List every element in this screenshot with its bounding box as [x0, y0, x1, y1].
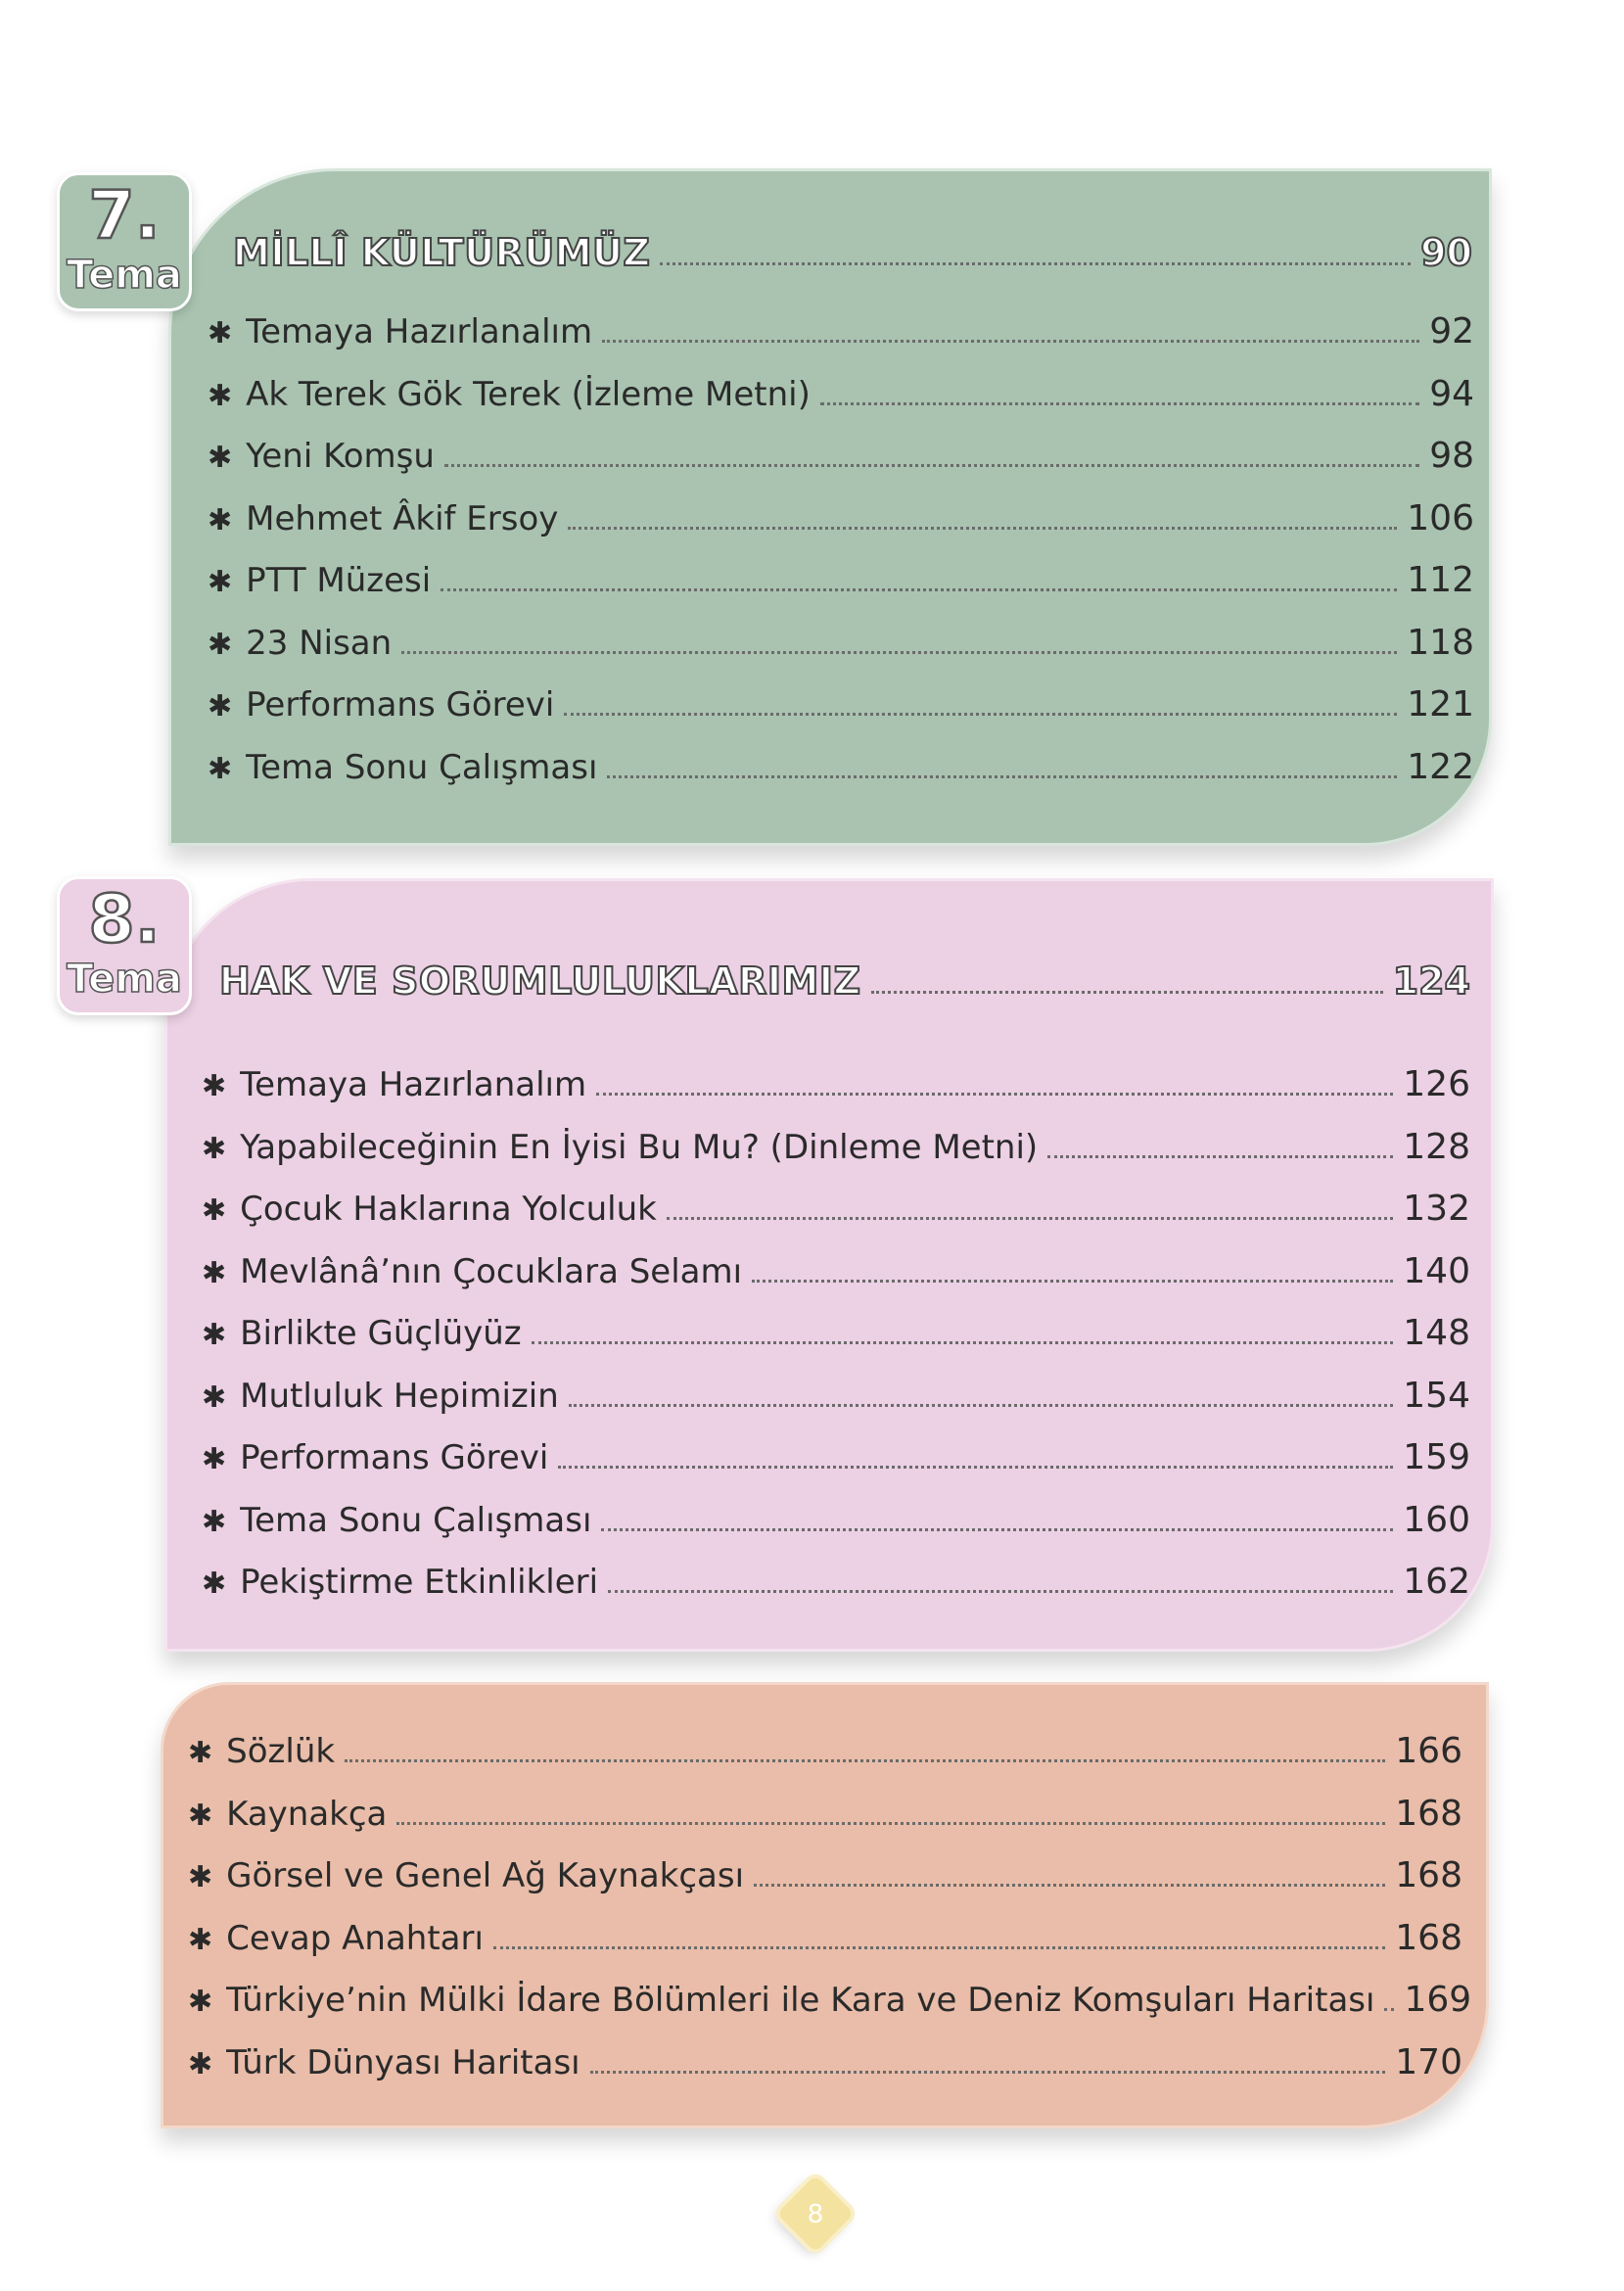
leader-dots [569, 1404, 1394, 1407]
theme-title: HAK VE SORUMLULUKLARIMIZ [219, 959, 861, 1003]
toc-entry[interactable] [208, 560, 1474, 600]
leader-dots [660, 262, 1411, 265]
toc-entry-page: 170 [1395, 2041, 1462, 2082]
leader-dots [596, 1093, 1393, 1096]
leader-dots [1047, 1155, 1393, 1158]
toc-entry-page: 169 [1404, 1980, 1472, 2020]
toc-entry-page: 128 [1403, 1126, 1470, 1167]
toc-entry-page: 106 [1407, 497, 1474, 538]
toc-entry-page: 159 [1403, 1437, 1470, 1477]
leader-dots [396, 1822, 1385, 1825]
theme-8-title-row[interactable] [219, 959, 1470, 1003]
toc-entry-page: 168 [1395, 1793, 1462, 1834]
leader-dots [667, 1217, 1393, 1220]
toc-entry[interactable] [202, 1562, 1470, 1602]
toc-entry[interactable] [188, 2042, 1462, 2082]
toc-entry-page: 160 [1403, 1499, 1470, 1540]
toc-entry-title: Performans Görevi [240, 1438, 549, 1477]
bullet-icon: ✱ [208, 378, 233, 413]
bullet-icon: ✱ [202, 1193, 227, 1228]
toc-entry[interactable] [208, 747, 1474, 787]
toc-entry-title: Temaya Hazırlanalım [240, 1065, 587, 1104]
leader-dots [820, 402, 1419, 405]
theme-8-badge [57, 876, 192, 1015]
bullet-icon: ✱ [208, 565, 233, 599]
toc-entry-page: 92 [1429, 311, 1474, 351]
leader-dots [752, 1280, 1393, 1283]
toc-entry-title: 23 Nisan [246, 623, 393, 663]
toc-entry-page: 98 [1429, 436, 1474, 476]
toc-entry-page: 121 [1407, 684, 1474, 725]
toc-entry-title: Birlikte Güçlüyüz [240, 1314, 522, 1353]
leader-dots [441, 588, 1397, 591]
theme-title: MİLLÎ KÜLTÜRÜMÜZ [233, 231, 651, 274]
leader-dots [590, 2071, 1386, 2074]
toc-entry-page: 112 [1407, 560, 1474, 600]
toc-entry-title: Yeni Komşu [246, 437, 435, 476]
toc-entry-title: PTT Müzesi [246, 561, 432, 600]
toc-entry[interactable] [202, 1437, 1470, 1477]
toc-entry-title: Mutluluk Hepimizin [240, 1376, 559, 1416]
toc-entry-page: 162 [1403, 1562, 1470, 1602]
bullet-icon: ✱ [202, 1131, 227, 1166]
toc-entry[interactable] [208, 436, 1474, 476]
toc-entry-title: Tema Sonu Çalışması [240, 1500, 592, 1540]
leader-dots [493, 1946, 1385, 1949]
theme-title-page: 124 [1392, 959, 1470, 1003]
toc-entry-title: Temaya Hazırlanalım [246, 312, 593, 351]
bullet-icon: ✱ [202, 1566, 227, 1601]
bullet-icon: ✱ [208, 502, 233, 538]
leader-dots [1384, 2008, 1394, 2011]
toc-entry-title: Ak Terek Gök Terek (İzleme Metni) [246, 374, 811, 414]
toc-entry[interactable] [208, 498, 1474, 538]
theme-number: 7. [88, 177, 161, 255]
bullet-icon: ✱ [188, 1736, 213, 1770]
bullet-icon: ✱ [208, 751, 233, 786]
toc-entry-page: 122 [1407, 746, 1474, 787]
toc-entry[interactable] [202, 1376, 1470, 1416]
theme-label: Tema [67, 253, 182, 298]
toc-entry[interactable] [202, 1500, 1470, 1540]
toc-entry[interactable] [188, 1794, 1462, 1834]
toc-entry-page: 132 [1403, 1189, 1470, 1229]
leader-dots [564, 713, 1397, 716]
toc-entry-title: Tema Sonu Çalışması [246, 747, 598, 787]
bullet-icon: ✱ [188, 1798, 213, 1833]
toc-entry-title: Mevlânâ’nın Çocuklara Selamı [240, 1251, 743, 1291]
toc-entry-page: 118 [1407, 622, 1474, 663]
toc-entry-page: 168 [1395, 1917, 1462, 1958]
toc-entry[interactable] [188, 1855, 1462, 1895]
toc-entry[interactable] [208, 684, 1474, 725]
leader-dots [444, 464, 1419, 467]
leader-dots [601, 1528, 1393, 1531]
theme-7-title-row[interactable] [233, 231, 1472, 274]
leader-dots [607, 775, 1397, 778]
bullet-icon: ✱ [188, 1922, 213, 1957]
theme-7-badge [57, 172, 192, 311]
toc-entry-title: Çocuk Haklarına Yolculuk [240, 1190, 657, 1229]
toc-entry-page: 148 [1403, 1313, 1470, 1353]
toc-entry[interactable] [202, 1313, 1470, 1353]
bullet-icon: ✱ [208, 689, 233, 724]
toc-entry[interactable] [208, 374, 1474, 414]
toc-entry[interactable] [188, 1918, 1462, 1958]
toc-entry-title: Türkiye’nin Mülki İdare Bölümleri ile Kara ve Deniz Komşuları Haritası [226, 1981, 1375, 2020]
toc-entry-page: 126 [1403, 1064, 1470, 1104]
theme-title-page: 90 [1420, 231, 1472, 274]
bullet-icon: ✱ [202, 1318, 227, 1352]
bullet-icon: ✱ [202, 1442, 227, 1476]
toc-entry[interactable] [202, 1064, 1470, 1104]
bullet-icon: ✱ [208, 627, 233, 662]
toc-entry-title: Türk Dünyası Haritası [226, 2042, 580, 2082]
toc-entry[interactable] [202, 1189, 1470, 1229]
bullet-icon: ✱ [208, 316, 233, 351]
toc-entry[interactable] [188, 1980, 1472, 2020]
toc-entry[interactable] [208, 311, 1474, 351]
toc-entry[interactable] [208, 623, 1474, 663]
toc-entry-title: Yapabileceğinin En İyisi Bu Mu? (Dinleme Metni) [240, 1127, 1039, 1167]
bullet-icon: ✱ [202, 1069, 227, 1103]
leader-dots [558, 1466, 1393, 1469]
toc-entry-title: Sözlük [226, 1732, 336, 1771]
bullet-icon: ✱ [208, 441, 233, 475]
leader-dots [871, 991, 1383, 994]
toc-entry-title: Performans Görevi [246, 685, 555, 725]
toc-entry-page: 154 [1403, 1375, 1470, 1416]
toc-entry-title: Kaynakça [226, 1794, 388, 1834]
bullet-icon: ✱ [202, 1379, 227, 1415]
toc-entry-title: Cevap Anahtarı [226, 1918, 484, 1958]
toc-entry[interactable] [202, 1251, 1470, 1291]
bullet-icon: ✱ [202, 1504, 227, 1539]
toc-entry-page: 168 [1395, 1855, 1462, 1895]
bullet-icon: ✱ [188, 2046, 213, 2081]
toc-entry-page: 166 [1395, 1731, 1462, 1771]
toc-entry-title: Pekiştirme Etkinlikleri [240, 1563, 599, 1602]
leader-dots [401, 651, 1397, 654]
bullet-icon: ✱ [202, 1255, 227, 1290]
bullet-icon: ✱ [188, 1860, 213, 1894]
leader-dots [532, 1341, 1394, 1344]
leader-dots [602, 340, 1419, 343]
theme-label: Tema [67, 957, 182, 1002]
toc-entry-title: Görsel ve Genel Ağ Kaynakçası [226, 1856, 745, 1895]
toc-entry[interactable] [202, 1127, 1470, 1167]
toc-entry-page: 140 [1403, 1250, 1470, 1291]
toc-entry[interactable] [188, 1731, 1462, 1771]
toc-entry-title: Mehmet Âkif Ersoy [246, 498, 559, 538]
leader-dots [608, 1590, 1393, 1593]
leader-dots [568, 527, 1397, 530]
bullet-icon: ✱ [188, 1985, 213, 2019]
page-number: 8 [807, 2200, 824, 2229]
theme-number: 8. [88, 881, 161, 958]
toc-entry-page: 94 [1429, 373, 1474, 414]
leader-dots [345, 1759, 1385, 1762]
leader-dots [754, 1884, 1385, 1887]
